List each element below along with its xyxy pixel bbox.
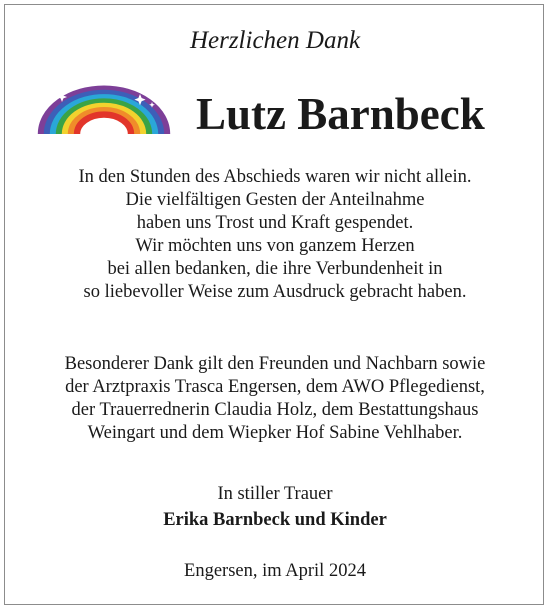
special-thanks-paragraph [0, 353, 550, 445]
text-line: der Trauerrednerin Claudia Holz, dem Bestattungshaus [71, 400, 479, 420]
text-line: Die vielfältigen Gesten der Anteilnahme [125, 190, 425, 210]
closing-phrase: In stiller Trauer [217, 484, 333, 504]
text-line: so liebevoller Weise zum Ausdruck gebracht haben. [83, 282, 467, 302]
gratitude-paragraph [0, 166, 550, 304]
text-line: der Arztpraxis Trasca Engersen, dem AWO Pflegedienst, [65, 377, 485, 397]
text-line: Wir möchten uns von ganzem Herzen [135, 236, 415, 256]
text-line: haben uns Trost und Kraft gespendet. [136, 213, 414, 233]
place-and-date: Engersen, im April 2024 [184, 561, 366, 581]
rainbow-icon [34, 82, 174, 136]
text-line: In den Stunden des Abschieds waren wir nicht allein. [78, 167, 472, 187]
text-line: bei allen bedanken, die ihre Verbundenheit in [107, 259, 443, 279]
rainbow-band [77, 115, 131, 134]
deceased-name: Lutz Barnbeck [196, 89, 485, 139]
text-line: Besonderer Dank gilt den Freunden und Nachbarn sowie [64, 354, 486, 374]
text-line: Weingart und dem Wiepker Hof Sabine Vehlhaber. [87, 423, 463, 443]
notice-heading: Herzlichen Dank [189, 27, 361, 54]
signers: Erika Barnbeck und Kinder [163, 510, 387, 530]
